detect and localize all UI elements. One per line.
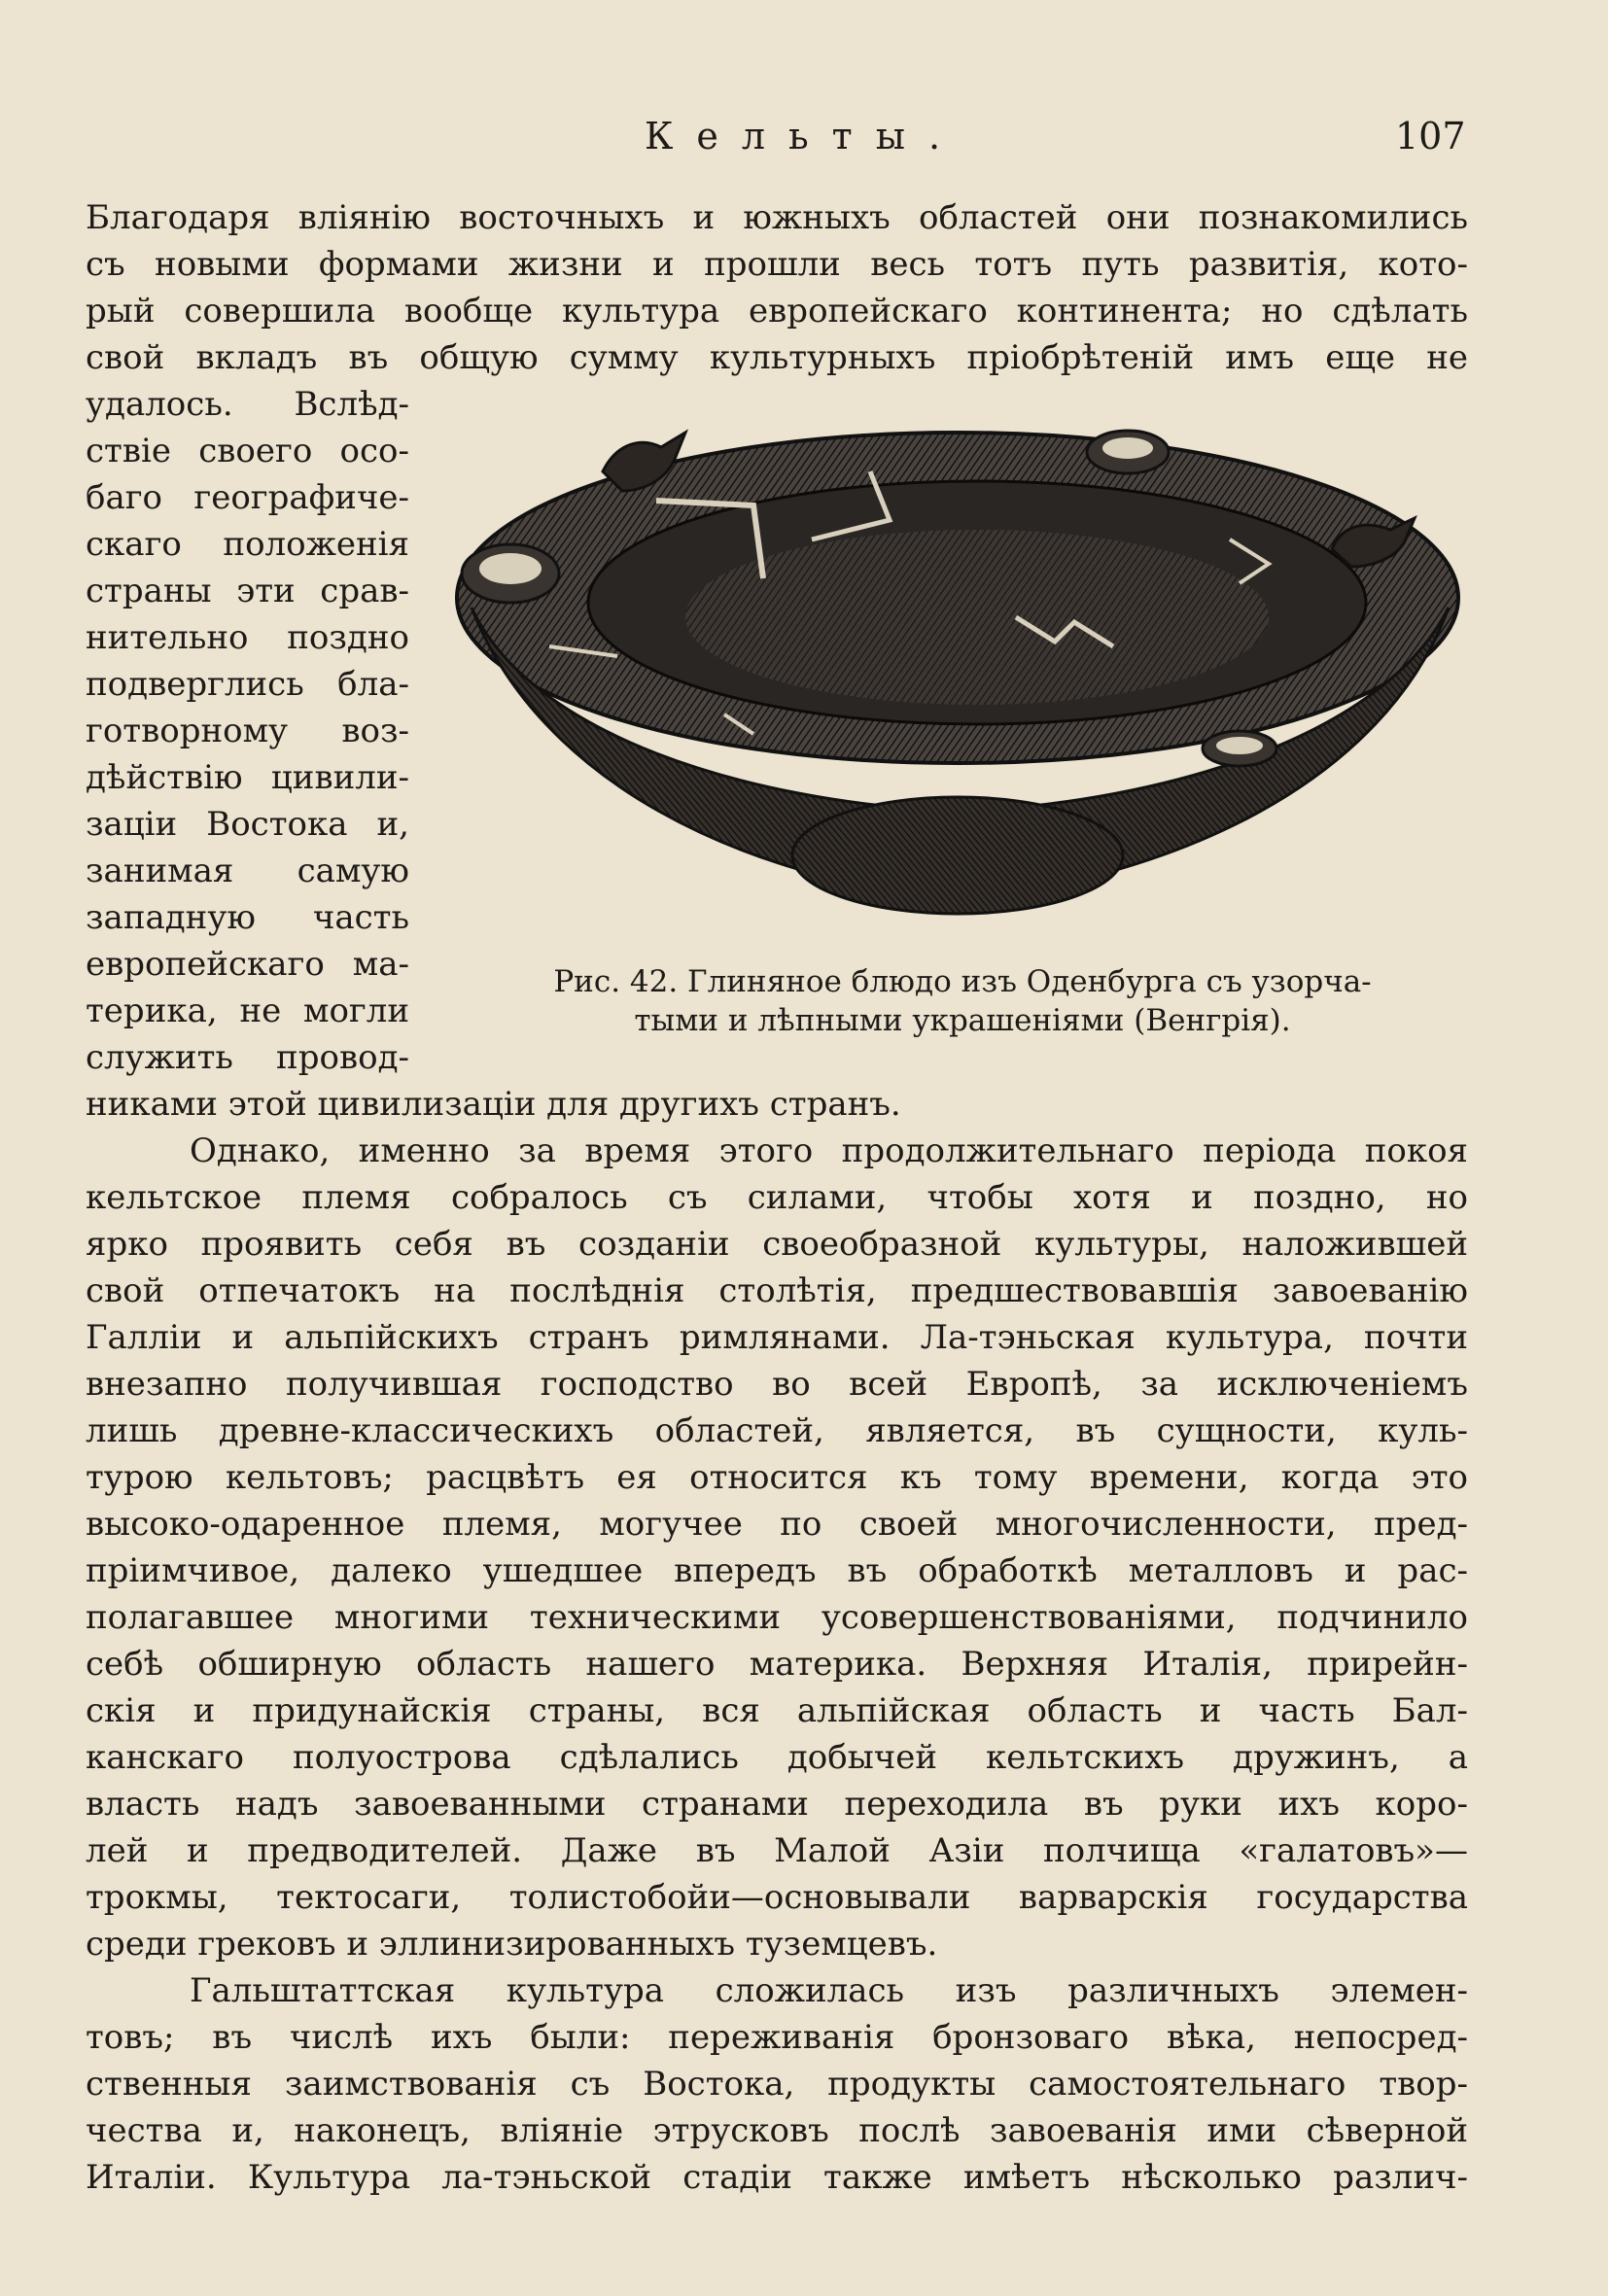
text-line: подверглись бла- (86, 665, 409, 704)
text-line: готворному воз- (86, 712, 409, 750)
text-line: служить провод- (86, 1038, 409, 1077)
text-line: Благодаря вліянію восточныхъ и южныхъ областей они познакомились (86, 198, 1468, 237)
text-line: среди грековъ и эллинизированныхъ туземцевъ. (86, 1925, 938, 1964)
text-line: Однако, именно за время этого продолжительнаго періода покоя (190, 1131, 1468, 1170)
text-line: свой отпечатокъ на послѣднія столѣтія, предшествовавшія завоеванію (86, 1271, 1468, 1310)
text-line: турою кельтовъ; расцвѣтъ ея относится къ тому времени, когда это (86, 1458, 1468, 1497)
text-line: кельтское племя собралось съ силами, чтобы хотя и поздно, но (86, 1178, 1468, 1217)
text-line: трокмы, тектосаги, толистобойи—основывали варварскія государства (86, 1878, 1468, 1917)
text-line: съ новыми формами жизни и прошли весь тотъ путь развитія, кото- (86, 245, 1468, 284)
text-line: западную часть (86, 898, 409, 937)
text-line: лишь древне-классическихъ областей, является, въ сущности, куль- (86, 1411, 1468, 1450)
text-line: ярко проявить себя въ созданіи своеобразной культуры, наложившей (86, 1225, 1468, 1264)
text-line: баго географиче- (86, 478, 409, 517)
text-line: полагавшее многими техническими усовершенствованіями, подчинило (86, 1598, 1468, 1637)
text-line: себѣ обширную область нашего материка. Верхняя Италія, прирейн- (86, 1645, 1468, 1684)
text-line: товъ; въ числѣ ихъ были: переживанія бронзоваго вѣка, непосред- (86, 2018, 1468, 2057)
figure-caption (476, 962, 1449, 1040)
text-line: чества и, наконецъ, вліяніе этрусковъ послѣ завоеванія ими сѣверной (86, 2111, 1468, 2150)
caption-line: тыми и лѣпными украшеніями (Венгрія). (634, 1003, 1291, 1038)
text-line: рый совершила вообще культура европейскаго континента; но сдѣлать (86, 292, 1468, 330)
text-line: Гальштаттская культура сложилась изъ различныхъ элемен- (190, 1971, 1468, 2010)
text-line: европейскаго ма- (86, 945, 409, 984)
text-line: канскаго полуострова сдѣлались добычей кельтскихъ дружинъ, а (86, 1738, 1468, 1777)
text-line: Италіи. Культура ла-тэньской стадіи также имѣетъ нѣсколько различ- (86, 2158, 1468, 2197)
text-line: свой вкладъ въ общую сумму культурныхъ пріобрѣтеній имъ еще не (86, 338, 1468, 377)
text-line: ствіе своего осо- (86, 432, 409, 470)
text-line: терика, не могли (86, 991, 409, 1030)
text-line: власть надъ завоеванными странами переходила въ руки ихъ коро- (86, 1785, 1468, 1824)
text-line: Галліи и альпійскихъ странъ римлянами. Ла-тэньская культура, почти (86, 1318, 1468, 1357)
text-line: занимая самую (86, 852, 409, 890)
text-line: скаго положенія (86, 525, 409, 564)
text-line: никами этой цивилизаціи для другихъ странъ. (86, 1085, 901, 1124)
text-line: дѣйствію цивили- (86, 758, 409, 797)
text-line: пріимчивое, далеко ушедшее впередъ въ обработкѣ металловъ и рас- (86, 1551, 1468, 1590)
caption-line: Рис. 42. Глиняное блюдо изъ Оденбурга съ узорча- (553, 964, 1372, 999)
text-line: заціи Востока и, (86, 805, 409, 844)
text-line: скія и придунайскія страны, вся альпійская область и часть Бал- (86, 1691, 1468, 1730)
text-line: внезапно получившая господство во всей Европѣ, за исключеніемъ (86, 1365, 1468, 1404)
page-number: 107 (1395, 115, 1466, 157)
text-line: ственныя заимствованія съ Востока, продукты самостоятельнаго твор- (86, 2065, 1468, 2104)
clay-bowl-illustration (433, 413, 1483, 943)
text-line: нительно поздно (86, 618, 409, 657)
running-header: Кельты. (644, 115, 964, 157)
text-line: высоко-одаренное племя, могучее по своей многочисленности, пред- (86, 1505, 1468, 1544)
text-line: страны эти срав- (86, 572, 409, 610)
text-line: удалось. Вслѣд- (86, 385, 409, 424)
text-line: лей и предводителей. Даже въ Малой Азіи полчища «галатовъ»— (86, 1831, 1468, 1870)
